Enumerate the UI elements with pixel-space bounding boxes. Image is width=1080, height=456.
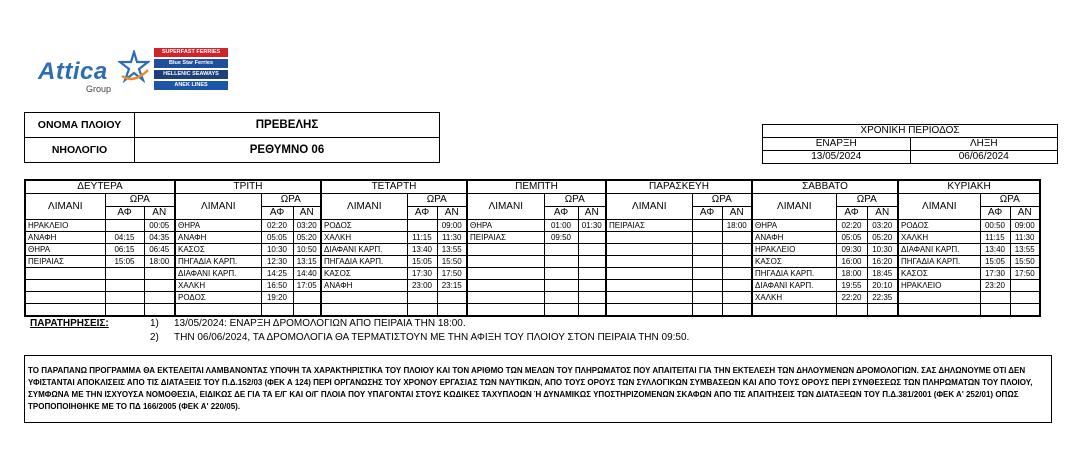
period-end-value: 06/06/2024	[910, 151, 1058, 164]
ship-name-value: ΠΡΕΒΕΛΗΣ	[135, 113, 440, 138]
departure-column-header: ΑΝ	[867, 207, 898, 220]
arrival-time-cell	[544, 268, 578, 280]
port-cell: ΑΝΑΦΗ	[752, 232, 836, 244]
departure-time-cell	[578, 304, 606, 317]
arrival-time-cell: 11:15	[980, 232, 1010, 244]
arrival-column-header: ΑΦ	[692, 207, 722, 220]
port-cell	[606, 244, 692, 256]
arrival-time-cell: 02:20	[261, 220, 293, 232]
arrival-time-cell	[261, 304, 293, 317]
port-cell: ΚΑΣΟΣ	[175, 244, 261, 256]
note-text: ΤΗΝ 06/06/2024, ΤΑ ΔΡΟΜΟΛΟΓΙΑ ΘΑ ΤΕΡΜΑΤΙΣΤΟΥΝ ΜΕ ΤΗΝ ΑΦΙΞΗ ΤΟΥ ΠΛΟΙΟΥ ΣΤΟΝ ΠΕΙΡΑΙΑ ΤΗΝ 09:50.	[174, 332, 690, 343]
departure-time-cell: 20:10	[867, 280, 898, 292]
departure-time-cell	[722, 280, 752, 292]
departure-time-cell: 06:45	[144, 244, 175, 256]
port-cell: ΡΟΔΟΣ	[321, 220, 407, 232]
departure-time-cell: 18:00	[144, 256, 175, 268]
table-row	[25, 220, 1040, 232]
ship-info-table	[24, 112, 440, 163]
registry-value: ΡΕΘΥΜΝΟ 06	[135, 138, 440, 163]
arrival-time-cell	[836, 304, 867, 317]
arrival-time-cell: 02:20	[836, 220, 867, 232]
arrival-time-cell	[980, 292, 1010, 304]
arrival-column-header: ΑΦ	[980, 207, 1010, 220]
departure-time-cell	[578, 232, 606, 244]
arrival-time-cell: 12:30	[261, 256, 293, 268]
arrival-time-cell: 22:20	[836, 292, 867, 304]
port-cell: ΑΝΑΦΗ	[25, 232, 105, 244]
port-cell: ΧΑΛΚΗ	[898, 232, 980, 244]
arrival-time-cell: 01:00	[544, 220, 578, 232]
departure-time-cell	[722, 256, 752, 268]
departure-time-cell: 09:00	[437, 220, 467, 232]
arrival-time-cell: 06:15	[105, 244, 144, 256]
anek-lines-logo: ANEK LINES	[154, 81, 228, 90]
note-number: 2)	[150, 332, 159, 343]
port-cell	[606, 232, 692, 244]
table-row	[25, 232, 1040, 244]
table-row	[25, 268, 1040, 280]
arrival-time-cell: 04:15	[105, 232, 144, 244]
departure-time-cell: 18:45	[867, 268, 898, 280]
arrival-time-cell	[407, 292, 437, 304]
period-start-value: 13/05/2024	[763, 151, 911, 164]
time-column-header: ΩΡΑ	[692, 194, 752, 207]
port-cell: ΚΑΣΟΣ	[898, 268, 980, 280]
port-cell: ΘΗΡΑ	[467, 220, 544, 232]
departure-time-cell: 23:15	[437, 280, 467, 292]
departure-time-cell	[144, 292, 175, 304]
arrival-column-header: ΑΦ	[261, 207, 293, 220]
departure-column-header: ΑΝ	[293, 207, 321, 220]
ship-name-label: ΟΝΟΜΑ ΠΛΟΙΟΥ	[25, 113, 135, 138]
arrival-time-cell	[692, 244, 722, 256]
arrival-time-cell	[105, 304, 144, 317]
arrival-time-cell: 19:20	[261, 292, 293, 304]
port-cell: ΠΗΓΑΔΙΑ ΚΑΡΠ.	[752, 268, 836, 280]
port-column-header: ΛΙΜΑΝΙ	[606, 194, 692, 220]
arrival-column-header: ΑΦ	[544, 207, 578, 220]
port-cell	[25, 304, 105, 317]
note-number: 1)	[150, 318, 159, 329]
arrival-time-cell: 05:05	[261, 232, 293, 244]
port-column-header: ΛΙΜΑΝΙ	[321, 194, 407, 220]
arrival-time-cell: 23:20	[980, 280, 1010, 292]
port-cell: ΔΙΑΦΑΝΙ ΚΑΡΠ.	[321, 244, 407, 256]
arrival-time-cell: 15:05	[105, 256, 144, 268]
departure-time-cell	[867, 304, 898, 317]
arrival-time-cell	[692, 280, 722, 292]
day-header: ΣΑΒΒΑΤΟ	[752, 180, 898, 194]
departure-time-cell: 04:35	[144, 232, 175, 244]
departure-column-header: ΑΝ	[722, 207, 752, 220]
port-cell: ΡΟΔΟΣ	[898, 220, 980, 232]
departure-time-cell	[293, 304, 321, 317]
port-cell: ΠΕΙΡΑΙΑΣ	[467, 232, 544, 244]
port-cell	[606, 256, 692, 268]
arrival-time-cell	[105, 292, 144, 304]
arrival-time-cell: 11:15	[407, 232, 437, 244]
port-column-header: ΛΙΜΑΝΙ	[25, 194, 105, 220]
schedule-table	[24, 179, 1041, 317]
port-cell: ΗΡΑΚΛΕΙΟ	[25, 220, 105, 232]
day-header: ΔΕΥΤΕΡΑ	[25, 180, 175, 194]
day-header: ΤΕΤΑΡΤΗ	[321, 180, 467, 194]
arrival-time-cell	[544, 280, 578, 292]
departure-time-cell: 13:55	[437, 244, 467, 256]
registry-label: ΝΗΟΛΟΓΙΟ	[25, 138, 135, 163]
port-column-header: ΛΙΜΑΝΙ	[752, 194, 836, 220]
port-column-header: ΛΙΜΑΝΙ	[467, 194, 544, 220]
day-header: ΤΡΙΤΗ	[175, 180, 321, 194]
arrival-time-cell: 13:40	[407, 244, 437, 256]
departure-time-cell: 13:15	[293, 256, 321, 268]
port-cell: ΚΑΣΟΣ	[752, 256, 836, 268]
hellenic-seaways-logo: HELLENIC SEAWAYS	[154, 70, 228, 79]
port-cell: ΑΝΑΦΗ	[175, 232, 261, 244]
departure-time-cell: 03:20	[867, 220, 898, 232]
port-cell	[25, 268, 105, 280]
time-column-header: ΩΡΑ	[836, 194, 898, 207]
departure-time-cell: 00:05	[144, 220, 175, 232]
departure-time-cell: 18:00	[722, 220, 752, 232]
attica-group-logo	[30, 44, 235, 100]
day-header: ΠΕΜΠΤΗ	[467, 180, 606, 194]
arrival-column-header: ΑΦ	[836, 207, 867, 220]
arrival-time-cell	[105, 220, 144, 232]
arrival-time-cell: 23:00	[407, 280, 437, 292]
departure-time-cell	[1010, 304, 1040, 317]
departure-time-cell: 05:20	[293, 232, 321, 244]
arrival-time-cell	[544, 256, 578, 268]
port-cell	[25, 280, 105, 292]
departure-time-cell: 14:40	[293, 268, 321, 280]
departure-time-cell	[578, 292, 606, 304]
note-text: 13/05/2024: ΕΝΑΡΞΗ ΔΡΟΜΟΛΟΓΙΩΝ ΑΠΟ ΠΕΙΡΑΙΑ ΤΗΝ 18:00.	[174, 318, 466, 329]
table-row	[25, 244, 1040, 256]
port-cell	[606, 292, 692, 304]
port-cell: ΧΑΛΚΗ	[752, 292, 836, 304]
departure-time-cell: 03:20	[293, 220, 321, 232]
departure-time-cell	[722, 292, 752, 304]
departure-time-cell	[144, 280, 175, 292]
departure-time-cell	[578, 280, 606, 292]
arrival-time-cell: 15:05	[407, 256, 437, 268]
port-cell: ΠΗΓΑΔΙΑ ΚΑΡΠ.	[898, 256, 980, 268]
departure-time-cell: 01:30	[578, 220, 606, 232]
departure-column-header: ΑΝ	[1010, 207, 1040, 220]
port-cell	[898, 292, 980, 304]
port-cell: ΡΟΔΟΣ	[175, 292, 261, 304]
port-cell: ΠΕΙΡΑΙΑΣ	[606, 220, 692, 232]
arrival-time-cell: 09:30	[836, 244, 867, 256]
arrival-time-cell: 09:50	[544, 232, 578, 244]
arrival-time-cell	[692, 256, 722, 268]
departure-time-cell: 16:20	[867, 256, 898, 268]
port-cell	[467, 268, 544, 280]
port-cell: ΘΗΡΑ	[25, 244, 105, 256]
port-cell: ΚΑΣΟΣ	[321, 268, 407, 280]
arrival-time-cell	[692, 268, 722, 280]
time-column-header: ΩΡΑ	[407, 194, 467, 207]
day-header: ΚΥΡΙΑΚΗ	[898, 180, 1040, 194]
arrival-time-cell: 16:50	[261, 280, 293, 292]
port-column-header: ΛΙΜΑΝΙ	[898, 194, 980, 220]
port-cell	[898, 304, 980, 317]
notes-label: ΠΑΡΑΤΗΡΗΣΕΙΣ:	[30, 318, 109, 329]
port-cell: ΠΕΙΡΑΙΑΣ	[25, 256, 105, 268]
departure-time-cell	[437, 292, 467, 304]
port-column-header: ΛΙΜΑΝΙ	[175, 194, 261, 220]
arrival-time-cell: 16:00	[836, 256, 867, 268]
arrival-time-cell	[544, 292, 578, 304]
departure-time-cell	[293, 292, 321, 304]
logo-sub-word: Group	[86, 84, 112, 94]
departure-time-cell: 11:30	[1010, 232, 1040, 244]
port-cell: ΗΡΑΚΛΕΙΟ	[752, 244, 836, 256]
blue-star-ferries-logo: Blue Star Ferries	[154, 59, 228, 68]
port-cell: ΠΗΓΑΔΙΑ ΚΑΡΠ.	[321, 256, 407, 268]
departure-column-header: ΑΝ	[578, 207, 606, 220]
departure-time-cell	[1010, 292, 1040, 304]
departure-time-cell	[144, 268, 175, 280]
time-column-header: ΩΡΑ	[980, 194, 1040, 207]
arrival-time-cell	[692, 232, 722, 244]
departure-time-cell: 17:50	[437, 268, 467, 280]
arrival-time-cell	[692, 292, 722, 304]
departure-time-cell: 17:50	[1010, 268, 1040, 280]
arrival-time-cell: 14:25	[261, 268, 293, 280]
departure-time-cell: 17:05	[293, 280, 321, 292]
arrival-column-header: ΑΦ	[105, 207, 144, 220]
port-cell	[467, 304, 544, 317]
time-column-header: ΩΡΑ	[544, 194, 606, 207]
departure-time-cell	[722, 244, 752, 256]
departure-time-cell: 10:30	[867, 244, 898, 256]
port-cell	[606, 304, 692, 317]
day-header: ΠΑΡΑΣΚΕΥΗ	[606, 180, 752, 194]
arrival-time-cell: 13:40	[980, 244, 1010, 256]
departure-time-cell	[144, 304, 175, 317]
port-cell	[321, 304, 407, 317]
arrival-time-cell	[407, 304, 437, 317]
time-column-header: ΩΡΑ	[261, 194, 321, 207]
port-cell	[25, 292, 105, 304]
departure-time-cell	[722, 304, 752, 317]
departure-time-cell: 05:20	[867, 232, 898, 244]
star-icon	[118, 50, 150, 84]
port-cell: ΗΡΑΚΛΕΙΟ	[898, 280, 980, 292]
arrival-time-cell	[544, 304, 578, 317]
period-start-label: ΕΝΑΡΞΗ	[763, 138, 911, 151]
port-cell: ΔΙΑΦΑΝΙ ΚΑΡΠ.	[752, 280, 836, 292]
port-cell: ΧΑΛΚΗ	[175, 280, 261, 292]
arrival-time-cell	[105, 268, 144, 280]
period-end-label: ΛΗΞΗ	[910, 138, 1058, 151]
period-title: ΧΡΟΝΙΚΗ ΠΕΡΙΟΔΟΣ	[763, 125, 1058, 138]
departure-time-cell: 10:50	[293, 244, 321, 256]
port-cell: ΘΗΡΑ	[752, 220, 836, 232]
departure-time-cell: 22:35	[867, 292, 898, 304]
departure-time-cell: 09:00	[1010, 220, 1040, 232]
arrival-time-cell	[692, 220, 722, 232]
port-cell: ΔΙΑΦΑΝΙ ΚΑΡΠ.	[898, 244, 980, 256]
arrival-time-cell	[544, 244, 578, 256]
departure-time-cell: 13:55	[1010, 244, 1040, 256]
departure-time-cell	[578, 268, 606, 280]
arrival-time-cell	[407, 220, 437, 232]
port-cell	[321, 292, 407, 304]
arrival-time-cell: 05:05	[836, 232, 867, 244]
departure-time-cell	[722, 232, 752, 244]
arrival-time-cell: 17:30	[980, 268, 1010, 280]
arrival-time-cell	[980, 304, 1010, 317]
period-table	[762, 124, 1058, 164]
logo-brand-word: Attica	[38, 58, 108, 85]
port-cell: ΑΝΑΦΗ	[321, 280, 407, 292]
port-cell	[467, 256, 544, 268]
declaration-text: ΤΟ ΠΑΡΑΠΑΝΩ ΠΡΟΓΡΑΜΜΑ ΘΑ ΕΚΤΕΛΕΙΤΑΙ ΛΑΜΒΑΝΟΝΤΑΣ ΥΠΟΨΗ ΤΑ ΧΑΡΑΚΤΗΡΙΣΤΙΚΑ ΤΟΥ ΠΛΟΙΟΥ ΚΑΙ ΤΟΝ ΑΡΙΘΜΟ ΤΩΝ ΜΕΛΩΝ ΤΟΥ ΠΛΗΡΩΜΑΤΟΣ ΠΟΥ ΑΠΑΙΤΕΙΤΑΙ ΓΙΑ ΤΗΝ ΕΚΤΕΛΕΣΗ ΤΩΝ ΔΗΛΟΥΜΕΝΩΝ ΔΡΟΜΟΛΟΓΙΩΝ. ΣΑΣ ΔΗΛΩΝΟΥΜΕ ΟΤΙ ΔΕΝ ΥΦΙΣΤΑΝΤΑΙ ΑΠΟΚΛΙΣΕΙΣ ΑΠΟ ΤΙΣ ΔΙΑΤΑΞΕΙΣ ΤΟΥ Π.Δ.152/03 (ΦΕΚ Α 124) ΠΕΡΙ ΟΡΓΑΝΩΣΗΣ ΤΟΥ ΧΡΟΝΟΥ ΕΡΓΑΣΙΑΣ ΤΩΝ ΝΑΥΤΙΚΩΝ, ΑΠΟ ΤΟΥΣ ΟΡΟΥΣ ΤΩΝ ΣΥΛΛΟΓΙΚΩΝ ΣΥΜΒΑΣΕΩΝ ΚΑΙ ΑΠΟ ΤΟΥΣ ΟΡΟΥΣ ΠΕΡΙ ΣΥΝΘΕΣΕΩΣ ΤΩΝ ΠΛΗΡΩΜΑΤΩΝ ΤΟΥ ΠΛΟΙΟΥ, ΣΥΜΦΩΝΑ ΜΕ ΤΗΝ ΙΣΧΥΟΥΣΑ ΝΟΜΟΘΕΣΙΑ, ΕΙΔΙΚΩΣ ΔΕ ΓΙΑ ΤΑ Ε/Γ ΚΑΙ Ο/Γ ΠΛΟΙΑ ΠΟΥ ΥΠΑΓΟΝΤΑΙ ΣΤΟΥΣ ΚΩΔΙΚΕΣ ΤΑΧΥΠΛΟΩΝ Ή ΔΥΝΑΜΙΚΩΣ ΥΠΟΣΤΗΡΙΖΟΜΕΝΩΝ ΣΚΑΦΩΝ ΑΠΟ ΤΙΣ ΑΠΑΙΤΗΣΕΙΣ ΤΩΝ ΔΙΑΤΑΞΕΩΝ ΤΟΥ Π.Δ.381/2001 (ΦΕΚ Α' 252/01) ΟΠΩΣ ΤΡΟΠΟΠΟΙΗΘΗΚΕ ΜΕ ΤΟ ΠΔ 166/2005 (ΦΕΚ Α' 220/05).	[24, 355, 1052, 423]
arrival-time-cell: 10:30	[261, 244, 293, 256]
table-row	[25, 292, 1040, 304]
arrival-time-cell	[692, 304, 722, 317]
superfast-ferries-logo: SUPERFAST FERRIES	[154, 48, 228, 57]
port-cell: ΠΗΓΑΔΙΑ ΚΑΡΠ.	[175, 256, 261, 268]
departure-time-cell	[437, 304, 467, 317]
departure-time-cell: 15:50	[437, 256, 467, 268]
table-row	[25, 256, 1040, 268]
arrival-time-cell: 00:50	[980, 220, 1010, 232]
port-cell	[467, 292, 544, 304]
port-cell	[606, 280, 692, 292]
departure-time-cell	[1010, 280, 1040, 292]
departure-time-cell: 15:50	[1010, 256, 1040, 268]
table-row	[25, 304, 1040, 317]
time-column-header: ΩΡΑ	[105, 194, 175, 207]
departure-time-cell: 11:30	[437, 232, 467, 244]
port-cell: ΔΙΑΦΑΝΙ ΚΑΡΠ.	[175, 268, 261, 280]
arrival-column-header: ΑΦ	[407, 207, 437, 220]
arrival-time-cell: 18:00	[836, 268, 867, 280]
departure-time-cell	[578, 244, 606, 256]
arrival-time-cell: 19:55	[836, 280, 867, 292]
port-cell	[467, 280, 544, 292]
table-row	[25, 280, 1040, 292]
departure-time-cell	[578, 256, 606, 268]
departure-time-cell	[722, 268, 752, 280]
port-cell: ΧΑΛΚΗ	[321, 232, 407, 244]
port-cell	[752, 304, 836, 317]
arrival-time-cell: 17:30	[407, 268, 437, 280]
arrival-time-cell	[105, 280, 144, 292]
subsidiary-logos	[154, 48, 228, 92]
departure-column-header: ΑΝ	[437, 207, 467, 220]
port-cell	[606, 268, 692, 280]
departure-column-header: ΑΝ	[144, 207, 175, 220]
arrival-time-cell: 15:05	[980, 256, 1010, 268]
port-cell	[175, 304, 261, 317]
port-cell	[467, 244, 544, 256]
port-cell: ΘΗΡΑ	[175, 220, 261, 232]
